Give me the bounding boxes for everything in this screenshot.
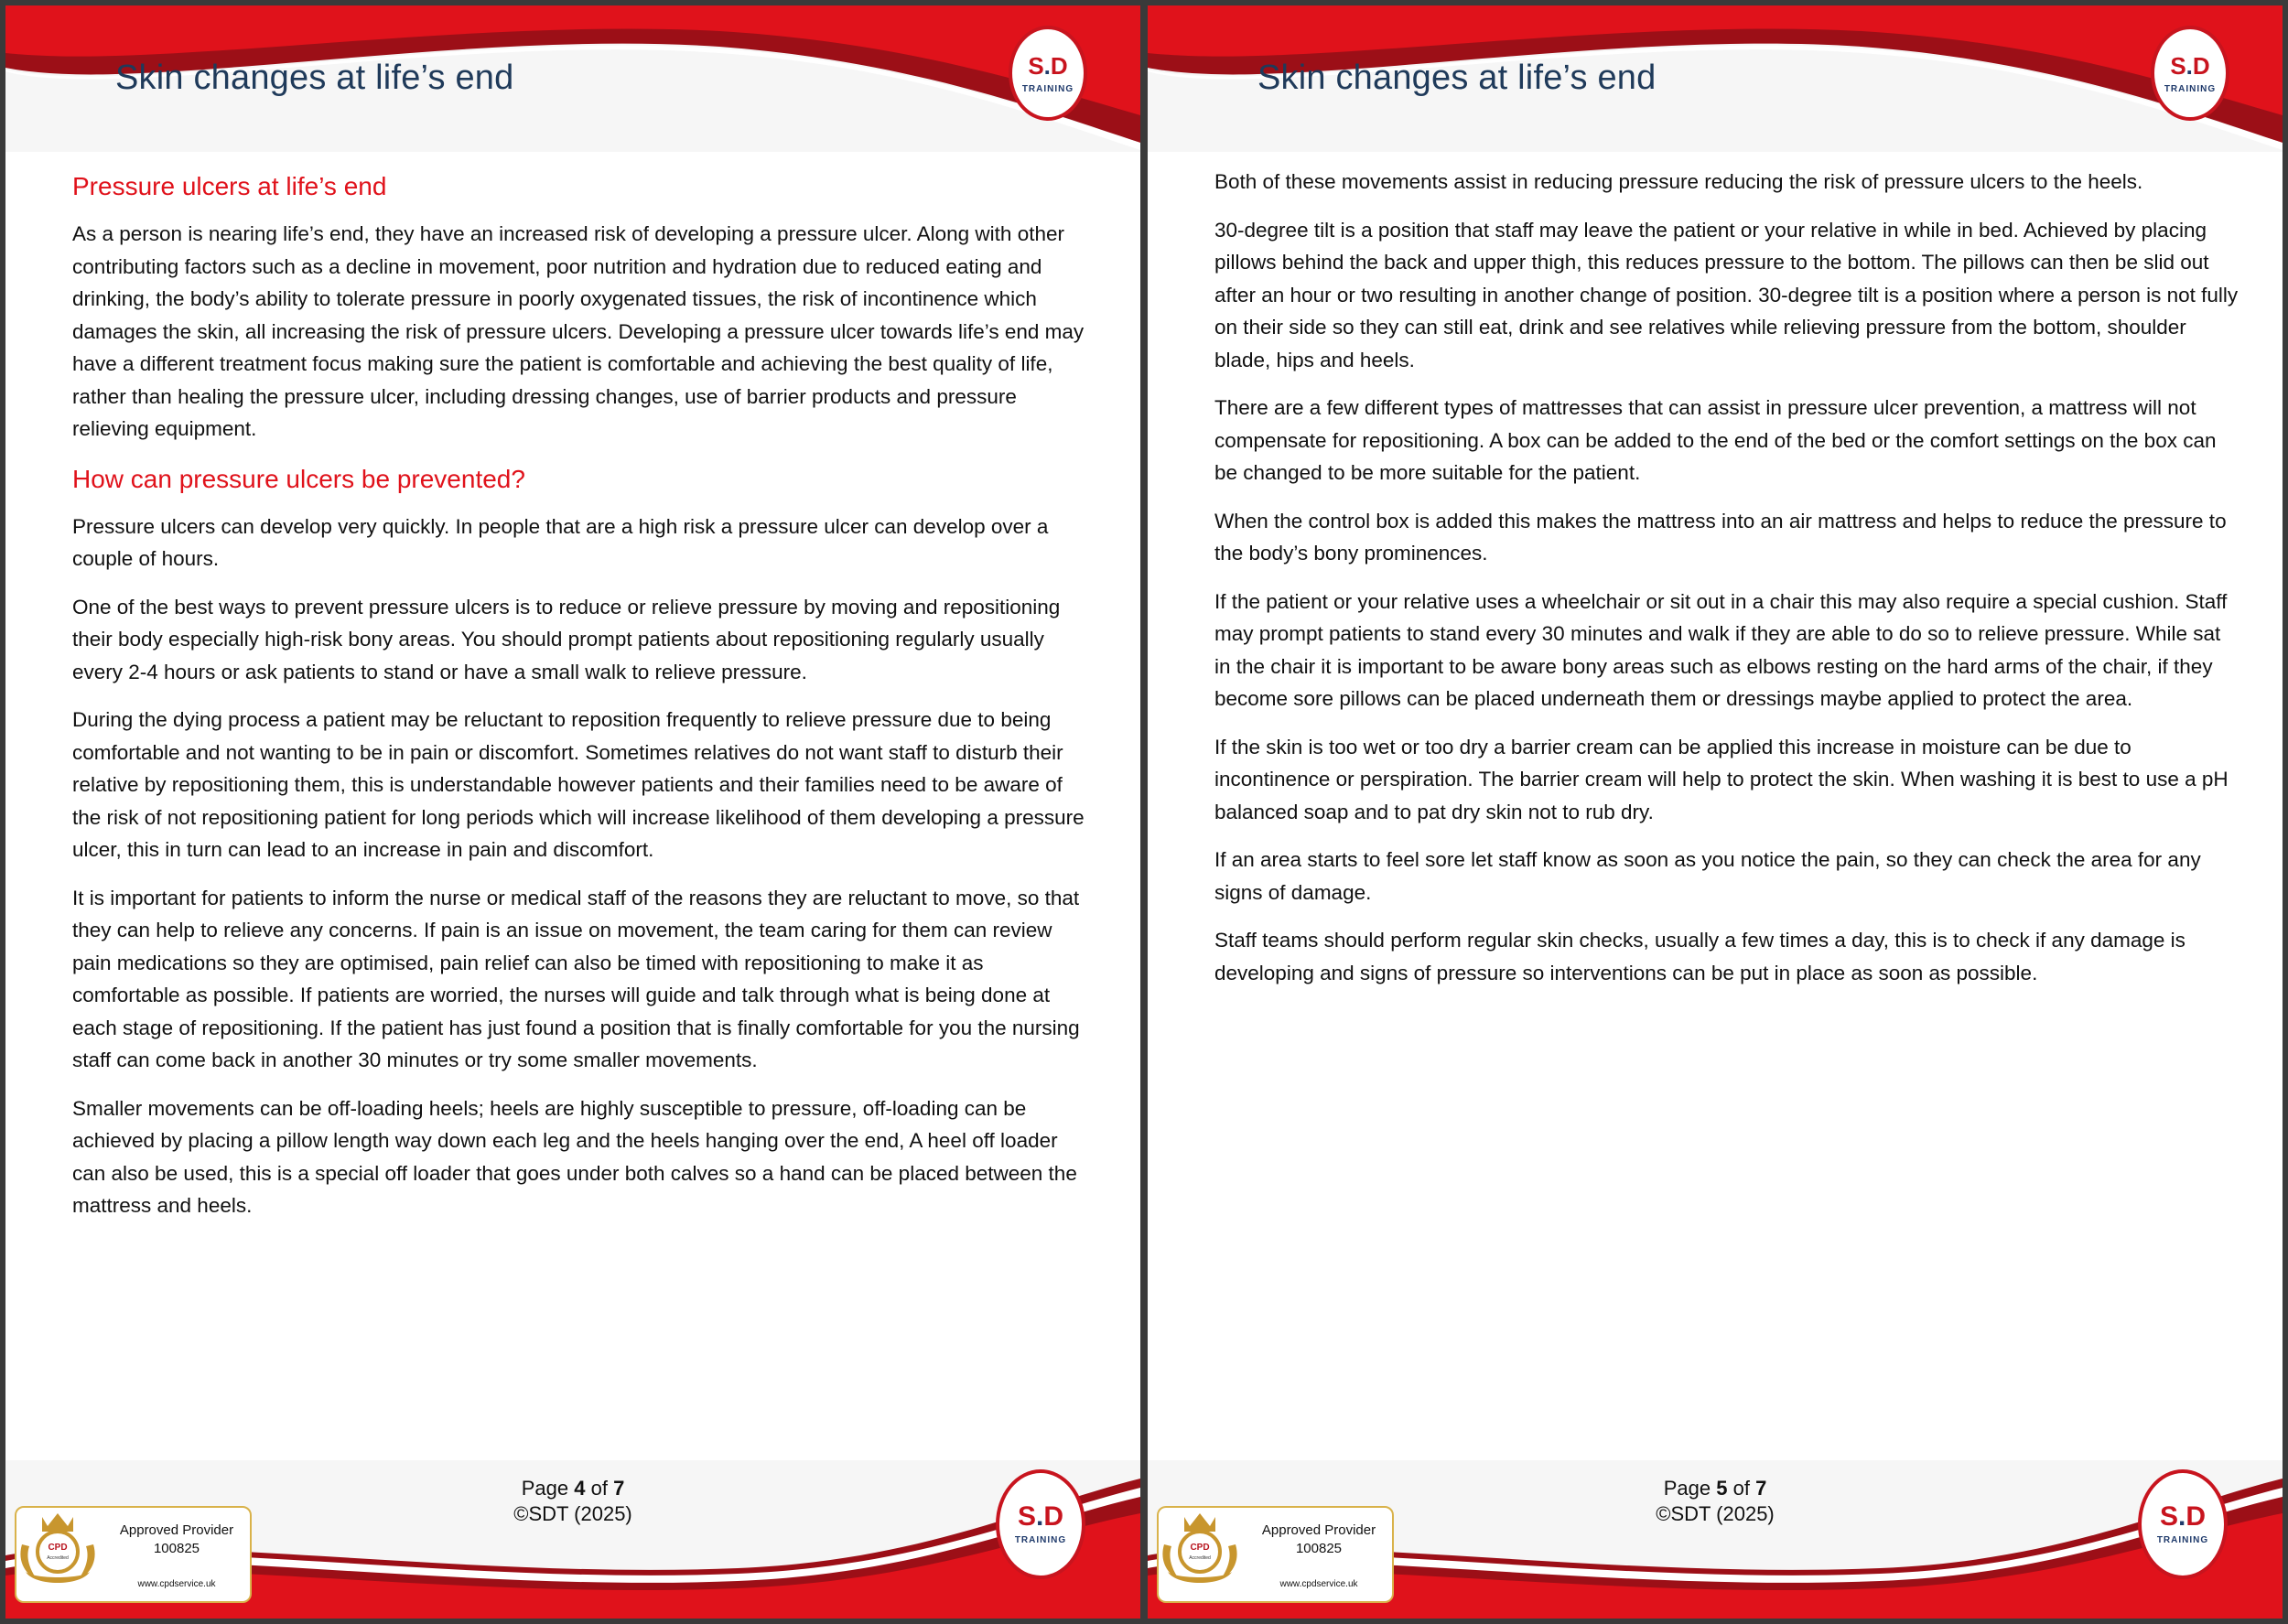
- paragraph: During the dying process a patient may be reluctant to reposition frequently to relieve pressure due to being comfortable and not wanting to be in pain or discomfort. Sometimes relatives do not want staff to disturb their relative by repositioning them, this is understandable however patients and their families need to be aware of the risk of not repositioning patient for long periods which will increase likelihood of them developing a pressure ulcer, this in turn can lead to an increase in pain and discomfort.: [72, 708, 1085, 861]
- paragraph: Smaller movements can be off-loading heels; heels are highly susceptible to pressure, off-loading can be achieved by placing a pillow length way down each leg and the heels hanging over the end, A heel off loader can also be used, this is a special off loader that goes under both calves so a hand can be placed between the mattress and heels.: [72, 1096, 1077, 1217]
- logo-text: S.D: [1028, 51, 1068, 80]
- page-number: Page 5 of 7: [1663, 1477, 1767, 1500]
- paragraph: Pressure ulcers can develop very quickly. In people that are a high risk a pressure ulcer can develop over a couple of hours.: [72, 514, 1049, 570]
- paragraph: As a person is nearing life’s end, they have an increased risk of developing a pressure ulcer. Along with other contributing factors such as a decline in movement, poor nutrition and hydration due to reduced eating and drinking, the body’s ability to tolerate pressure in poorly oxygenated tissues, the risk of incontinence which damages the skin, all increasing the risk of pressure ulcers. Developing a pressure ulcer towards life’s end may have a different treatment focus making sure the patient is comfortable and achieving the best quality of life, rather than healing the pressure ulcer, including dressing changes, use of barrier products and pressure relieving equipment.: [72, 222, 1085, 440]
- logo-subtext: TRAINING: [2164, 83, 2217, 94]
- logo-subtext: TRAINING: [1021, 83, 1074, 94]
- paragraph: When the control box is added this makes the mattress into an air mattress and helps to reduce the pressure to the body’s bony prominences.: [1214, 509, 2227, 565]
- cpd-seal-icon: [16, 1508, 99, 1586]
- paragraph: If the skin is too wet or too dry a barrier cream can be applied this increase in moisture can be due to incontinence or perspiration. The barrier cream will help to protect the skin. When washing it is best to use a pH balanced soap and to pat dry skin not to rub dry.: [1214, 735, 2229, 823]
- current-page: 4: [574, 1477, 586, 1500]
- page-header: [1148, 5, 2283, 152]
- document-page-4: [5, 5, 1140, 1619]
- logo-text: S.D: [1017, 1500, 1064, 1532]
- paragraph: There are a few different types of mattresses that can assist in pressure ulcer prevention, a mattress will not compensate for repositioning. A box can be added to the end of the bed or the comfort settings on the box can be changed to be more suitable for the patient.: [1214, 396, 2217, 484]
- page-content: [1214, 166, 2239, 1005]
- logo-subtext: TRAINING: [1014, 1534, 1067, 1545]
- cpd-approved-provider-badge: [15, 1506, 252, 1603]
- document-page-5: [1148, 5, 2283, 1619]
- sdt-logo: [996, 1469, 1085, 1579]
- paragraph: If the patient or your relative uses a wheelchair or sit out in a chair this may also require a special cushion. Staff may prompt patients to stand every 30 minutes and walk if they are able to do so to relieve pressure. While sat in the chair it is important to be aware bony areas such as elbows resting on the hard arms of the chair, if they become sore pillows can be placed underneath them or dressings maybe applied to protect the area.: [1214, 589, 2228, 710]
- page-footer: [1148, 1460, 2283, 1619]
- total-pages: 7: [1755, 1477, 1767, 1500]
- section-heading: How can pressure ulcers be prevented?: [72, 464, 525, 493]
- cpd-seal-top: CPD: [1190, 1543, 1210, 1553]
- paragraph: Staff teams should perform regular skin checks, usually a few times a day, this is to check if any damage is developing and signs of pressure so interventions can be put in place as soon as possible.: [1214, 929, 2185, 984]
- page-title: Skin changes at life’s end: [1257, 59, 1657, 97]
- paragraph: If an area starts to feel sore let staff know as soon as you notice the pain, so they can check the area for any signs of damage.: [1214, 848, 2201, 904]
- sdt-logo: [1009, 26, 1087, 121]
- cpd-seal-icon: [1159, 1508, 1241, 1586]
- page-footer: [5, 1460, 1140, 1619]
- page-title: Skin changes at life’s end: [115, 59, 514, 97]
- cpd-provider-label: Approved Provider: [1261, 1522, 1376, 1538]
- page-number: Page 4 of 7: [521, 1477, 625, 1500]
- section-heading: Pressure ulcers at life’s end: [72, 172, 387, 200]
- page-header: [5, 5, 1140, 152]
- paragraph: One of the best ways to prevent pressure ulcers is to reduce or relieve pressure by moving and repositioning their body especially high-risk bony areas. You should prompt patients about repositioning regularly usually every 2-4 hours or ask patients to stand or have a small walk to relieve pressure.: [72, 595, 1061, 683]
- sdt-logo: [2151, 26, 2229, 121]
- sdt-logo: [2138, 1469, 2228, 1579]
- cpd-provider-number: 100825: [153, 1541, 200, 1556]
- logo-text: S.D: [2159, 1500, 2207, 1532]
- current-page: 5: [1716, 1477, 1728, 1500]
- cpd-seal-bottom: Accredited: [1189, 1555, 1211, 1561]
- paragraph: It is important for patients to inform the nurse or medical staff of the reasons they are reluctant to move, so that they can help to relieve any concerns. If pain is an issue on movement, the team caring for them can review pain medications so they are optimised, pain relief can also be timed with repositioning to make it as comfortable as possible. If patients are worried, the nurses will guide and talk through what is being done at each stage of repositioning. If the patient has just found a position that is finally comfortable for you the nursing staff can come back in another 30 minutes or try some smaller movements.: [72, 886, 1080, 1071]
- paragraph: 30-degree tilt is a position that staff may leave the patient or your relative in while in bed. Achieved by placing pillows behind the back and upper thigh, this reduces pressure to the bottom. The pillows can then be slid out after an hour or two resulting in another change of position. 30-degree tilt is a position where a person is not fully on their side so they can still eat, drink and see relatives while relieving pressure from the bottom, shoulder blade, hips and heels.: [1214, 218, 2239, 371]
- cpd-approved-provider-badge: [1157, 1506, 1394, 1603]
- copyright: ©SDT (2025): [1656, 1502, 1775, 1525]
- paragraph: Both of these movements assist in reducing pressure reducing the risk of pressure ulcers to the heels.: [1214, 170, 2143, 193]
- logo-text: S.D: [2170, 51, 2210, 80]
- page-content: [72, 168, 1088, 1238]
- copyright: ©SDT (2025): [513, 1502, 632, 1525]
- cpd-url: www.cpdservice.uk: [137, 1579, 216, 1589]
- cpd-seal-top: CPD: [48, 1543, 68, 1553]
- cpd-provider-label: Approved Provider: [119, 1522, 234, 1538]
- total-pages: 7: [613, 1477, 625, 1500]
- cpd-seal-bottom: Accredited: [47, 1555, 69, 1561]
- logo-subtext: TRAINING: [2156, 1534, 2209, 1545]
- cpd-provider-number: 100825: [1295, 1541, 1343, 1556]
- cpd-url: www.cpdservice.uk: [1279, 1579, 1358, 1589]
